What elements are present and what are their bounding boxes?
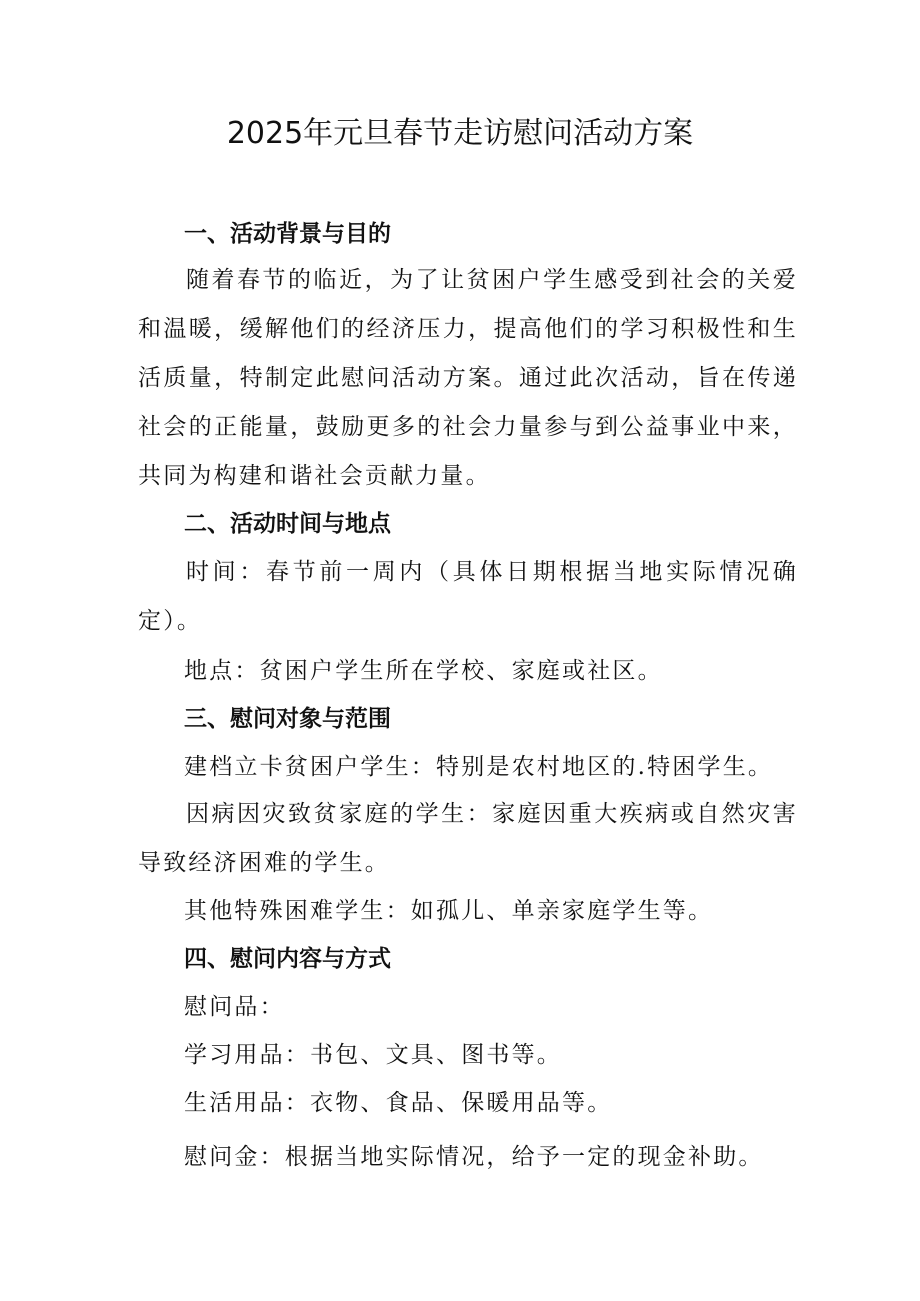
paragraph-target-other: 其他特殊困难学生：如孤儿、单亲家庭学生等。 (184, 898, 714, 924)
paragraph-target-illness-disaster: 因病因灾致贫家庭的学生：家庭因重大疾病或自然灾害导致经济困难的学生。 (138, 801, 798, 876)
document-title: 2025年元旦春节走访慰问活动方案 (226, 116, 694, 151)
paragraph-living-supplies: 生活用品：衣物、食品、保暖用品等。 (184, 1090, 613, 1116)
paragraph-time: 时间：春节前一周内（具体日期根据当地实际情况确定）。 (138, 559, 798, 634)
paragraph-study-supplies: 学习用品：书包、文具、图书等。 (184, 1042, 562, 1068)
paragraph-background-purpose: 随着春节的临近，为了让贫困户学生感受到社会的关爱和温暖，缓解他们的经济压力，提高他们的学习积极性和生活质量，特制定此慰问活动方案。通过此次活动，旨在传递社会的正能量，鼓励更多的社会力量参与到公益事业中来，共同为构建和谐社会贡献力量。 (138, 267, 798, 489)
section-heading-targets: 三、慰问对象与范围 (184, 706, 391, 732)
paragraph-place: 地点：贫困户学生所在学校、家庭或社区。 (184, 658, 663, 684)
section-heading-time-place: 二、活动时间与地点 (184, 511, 391, 537)
section-heading-background: 一、活动背景与目的 (184, 221, 391, 247)
paragraph-cash-aid: 慰问金：根据当地实际情况，给予一定的现金补助。 (184, 1144, 764, 1170)
section-heading-content-method: 四、慰问内容与方式 (184, 946, 391, 972)
paragraph-gifts: 慰问品： (184, 994, 285, 1020)
paragraph-target-registered: 建档立卡贫困户学生：特别是农村地区的.特困学生。 (184, 754, 774, 780)
